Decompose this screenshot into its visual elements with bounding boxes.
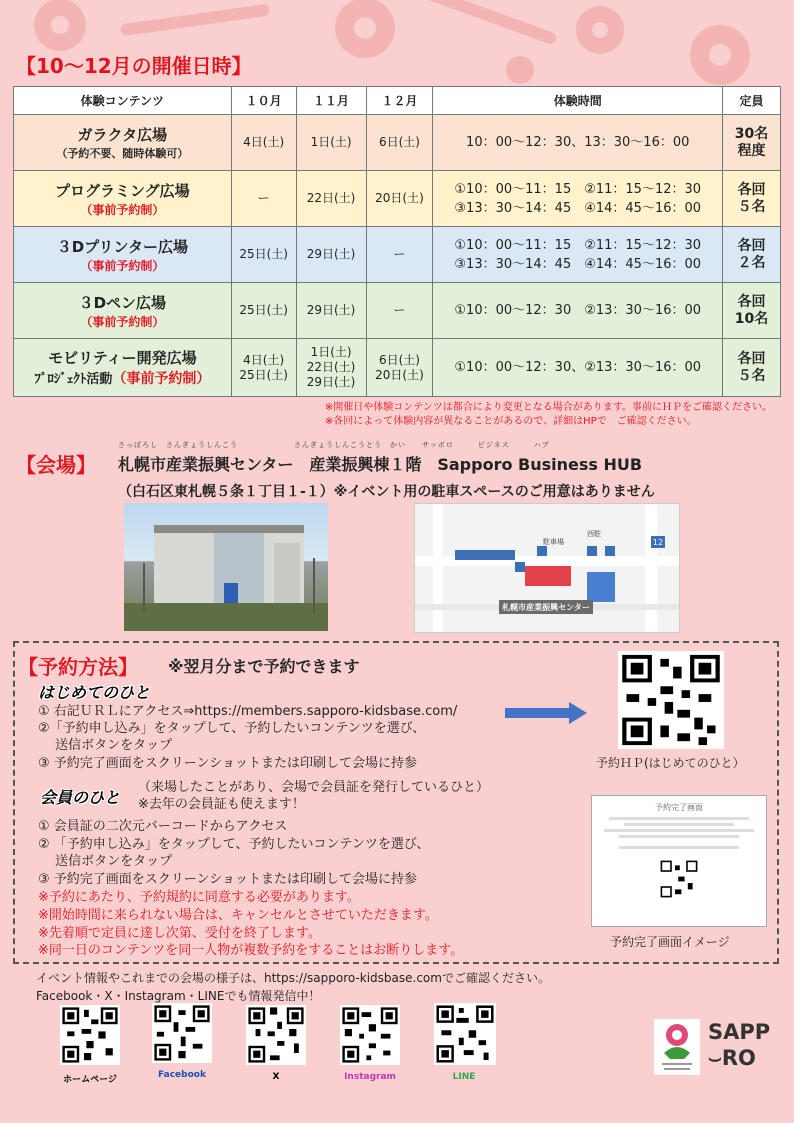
content-sub: （事前予約制） bbox=[80, 258, 165, 273]
completion-screen-label: 予約完了画面イメージ bbox=[610, 935, 730, 949]
dec-date: 20日(土) bbox=[366, 171, 433, 227]
reservation-qr-code[interactable] bbox=[618, 651, 724, 749]
reservation-title: 【予約方法】 bbox=[18, 655, 138, 679]
arrow-right-icon bbox=[505, 702, 587, 724]
content-sub: （事前予約制） bbox=[80, 202, 165, 217]
dec-date: 6日(土) bbox=[366, 115, 433, 171]
line-qr-code[interactable] bbox=[434, 1003, 496, 1065]
reservation-qr-label: 予約ＨＰ(はじめてのひと） bbox=[596, 756, 745, 770]
facebook-qr-label: Facebook bbox=[158, 1070, 206, 1080]
venue-name: 札幌市産業振興センター 産業振興棟１階 Sapporo Business HUB bbox=[118, 455, 643, 474]
first-time-heading: はじめてのひと bbox=[38, 683, 151, 702]
capacity-cell: 各回 10名 bbox=[723, 283, 781, 339]
member-step-1: ① 会員証の二次元バーコードからアクセス bbox=[38, 819, 288, 834]
content-name: ガラクタ広場 bbox=[77, 126, 168, 144]
x-qr-label: X bbox=[272, 1072, 280, 1082]
content-sub: （事前予約制） bbox=[80, 314, 165, 329]
nov-date: 29日(土) bbox=[296, 227, 366, 283]
member-step-3: ③ 予約完了画面をスクリーンショットまたは印刷して会場に持参 bbox=[38, 872, 417, 887]
warning-4: ※同一日のコンテンツを同一人物が複数予約をすることはお断りします。 bbox=[38, 943, 464, 958]
map-route-label: 12 bbox=[652, 538, 664, 547]
oct-date: 25日(土) bbox=[231, 283, 296, 339]
header-dec: １２月 bbox=[366, 87, 433, 115]
warning-1: ※予約にあたり、予約規約に同意する必要があります。 bbox=[38, 890, 360, 905]
homepage-qr-code[interactable] bbox=[60, 1005, 120, 1065]
member-note: （来場したことがあり、会場で会員証を発行しているひと） ※去年の会員証も使えます！ bbox=[138, 780, 490, 812]
time-cell: ①10：00～11：15 ②11：15～12：30 ③13：30～14：45 ④14：45～16：00 bbox=[433, 227, 723, 283]
time-cell: ①10：00～12：30 ②13：30～16：00 bbox=[433, 283, 723, 339]
nov-date: 22日(土) bbox=[296, 171, 366, 227]
first-step-1: ① 右記ＵＲＬにアクセス⇒https://members.sapporo-kidsbase.com/ bbox=[38, 704, 458, 719]
time-cell: ①10：00～12：30、②13：30～16：00 bbox=[433, 339, 723, 397]
venue-photo bbox=[124, 503, 328, 631]
content-sub: （事前予約制） bbox=[112, 371, 211, 387]
nov-date: 1日(土) 22日(土) 29日(土) bbox=[296, 339, 366, 397]
map-center-label: 札幌市産業振興センター bbox=[502, 603, 590, 612]
sapporo-logo: SAPP ⌣RO bbox=[708, 1020, 771, 1070]
content-sub-black: ﾌﾟﾛｼﾞｪｸﾄ活動 bbox=[34, 372, 113, 387]
capacity-cell: 30名 程度 bbox=[723, 115, 781, 171]
table-row bbox=[14, 171, 781, 227]
dec-date: ー bbox=[366, 283, 433, 339]
oct-date: 4日(土) bbox=[231, 115, 296, 171]
dec-date: ー bbox=[366, 227, 433, 283]
reservation-note: ※翌月分まで予約できます bbox=[168, 657, 360, 676]
nov-date: 29日(土) bbox=[296, 283, 366, 339]
nov-date: 1日(土) bbox=[296, 115, 366, 171]
instagram-qr-code[interactable] bbox=[340, 1005, 400, 1065]
content-name: モビリティー開発広場 bbox=[48, 349, 197, 367]
warning-2: ※開始時間に来られない場合は、キャンセルとさせていただきます。 bbox=[38, 908, 438, 923]
capacity-cell: 各回 ５名 bbox=[723, 339, 781, 397]
content-name: ３Dペン広場 bbox=[78, 293, 167, 312]
completion-screen-title: 予約完了画面 bbox=[655, 803, 703, 812]
content-sub: （予約不要、随時体験可） bbox=[56, 147, 189, 160]
table-row bbox=[14, 115, 781, 171]
table-row bbox=[14, 227, 781, 283]
line-qr-label: LINE bbox=[452, 1072, 476, 1082]
table-row bbox=[14, 339, 781, 397]
map-parking-label: 駐車場 bbox=[543, 538, 564, 546]
content-name: プログラミング広場 bbox=[54, 181, 190, 200]
header-oct: １０月 bbox=[231, 87, 296, 115]
member-step-2b: 送信ボタンをタップ bbox=[38, 854, 173, 869]
homepage-qr-label: ホームページ bbox=[63, 1075, 117, 1085]
completion-screen-image bbox=[591, 795, 767, 927]
sapporo-city-mark-icon bbox=[654, 1019, 700, 1075]
footer-info-line: イベント情報やこれまでの会場の様子は、https://sapporo-kidsbase.comでご確認ください。 bbox=[36, 971, 550, 985]
oct-date: 25日(土) bbox=[231, 227, 296, 283]
oct-date: ー bbox=[231, 171, 296, 227]
time-cell: ①10：00～11：15 ②11：15～12：30 ③13：30～14：45 ④14：45～16：00 bbox=[433, 171, 723, 227]
member-heading: 会員のひと bbox=[40, 788, 121, 807]
first-step-2: ②「予約申し込み」をタップして、予約したいコンテンツを選び、 bbox=[38, 721, 426, 736]
schedule-table bbox=[13, 86, 781, 397]
x-qr-code[interactable] bbox=[246, 1005, 306, 1065]
table-row bbox=[14, 283, 781, 339]
first-step-2b: 送信ボタンをタップ bbox=[38, 738, 173, 753]
schedule-notes: ※開催日や体験コンテンツは都合により変更となる場合があります。事前にＨＰをご確認ください。 ※各回によって体験内容が異なることがあるので、詳細はHPで ご確認ください。 bbox=[324, 402, 772, 427]
header-content: 体験コンテンツ bbox=[14, 87, 232, 115]
oct-date: 4日(土) 25日(土) bbox=[231, 339, 296, 397]
header-nov: １１月 bbox=[296, 87, 366, 115]
facebook-qr-code[interactable] bbox=[152, 1003, 212, 1063]
completion-qr-icon bbox=[659, 859, 699, 899]
venue-map bbox=[414, 503, 680, 633]
capacity-cell: 各回 ２名 bbox=[723, 227, 781, 283]
dec-date: 6日(土) 20日(土) bbox=[366, 339, 433, 397]
footer-sns-line: Facebook・X・Instagram・LINEでも情報発信中！ bbox=[36, 989, 321, 1003]
header-time: 体験時間 bbox=[433, 87, 723, 115]
member-step-2: ② 「予約申し込み」をタップして、予約したいコンテンツを選び、 bbox=[38, 837, 430, 852]
header-capacity: 定員 bbox=[723, 87, 781, 115]
warning-3: ※先着順で定員に達し次第、受付を終了します。 bbox=[38, 926, 321, 941]
content-name: ３Dプリンター広場 bbox=[56, 237, 188, 256]
venue-address: （白石区東札幌５条１丁目１-１）※イベント用の駐車スペースのご用意はありません bbox=[118, 484, 655, 500]
schedule-title: 【10～12月の開催日時】 bbox=[16, 54, 252, 78]
time-cell: 10：00～12：30、13：30～16：00 bbox=[433, 115, 723, 171]
capacity-cell: 各回 ５名 bbox=[723, 171, 781, 227]
venue-title: 【会場】 bbox=[16, 453, 96, 477]
venue-ruby: さっぽろし さんぎょうしんこう さんぎょうしんこうとう かい サッポロ ビジネス ハブ bbox=[118, 441, 550, 449]
instagram-qr-label: Instagram bbox=[344, 1072, 396, 1082]
first-step-3: ③ 予約完了画面をスクリーンショットまたは印刷して会場に持参 bbox=[38, 756, 417, 771]
map-west-label: 西駐 bbox=[587, 530, 601, 538]
table-header-row bbox=[14, 87, 781, 115]
